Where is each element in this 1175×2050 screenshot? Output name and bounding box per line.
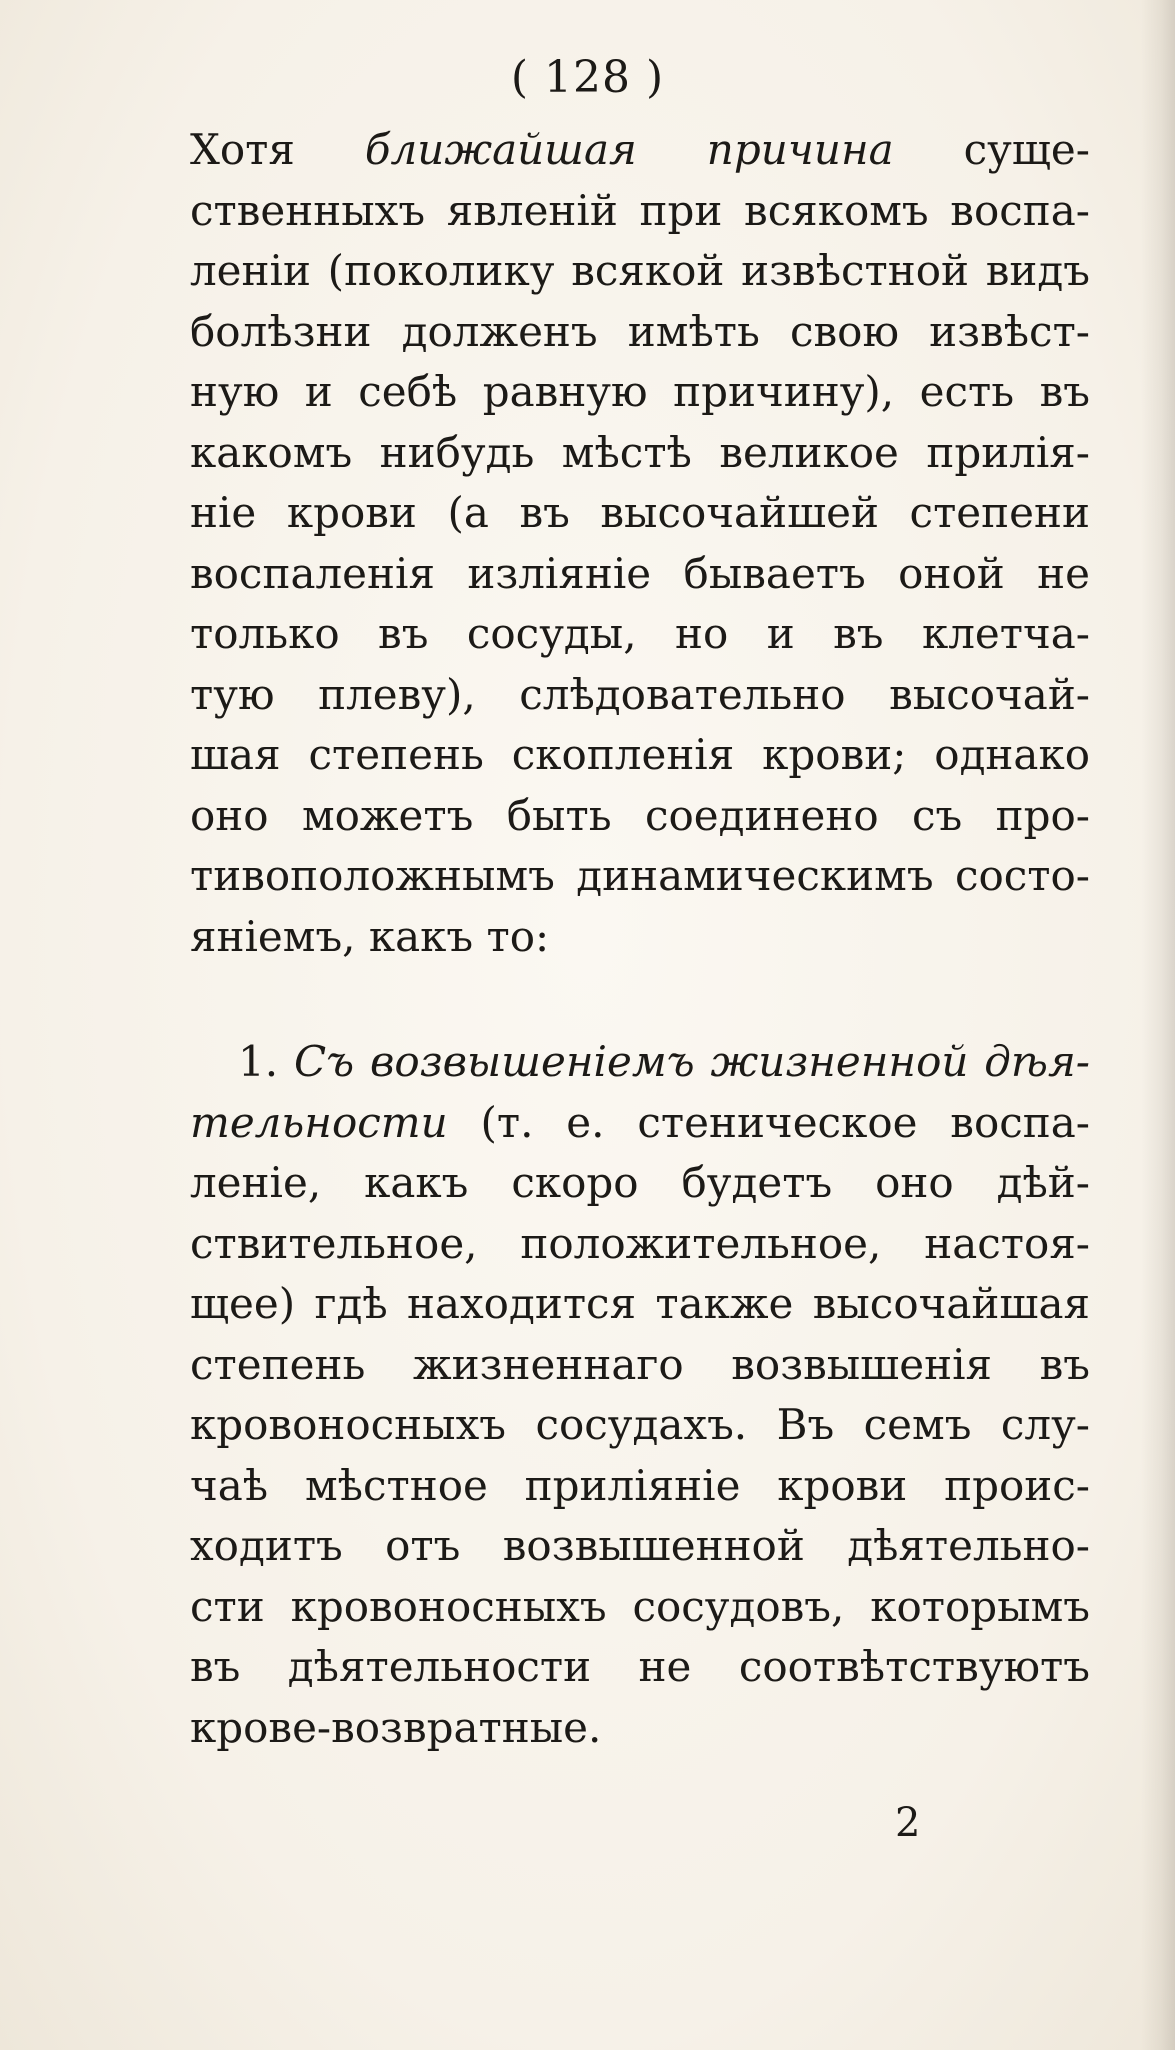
text-line: ходитъ отъ возвышенной дѣятельно-: [190, 1521, 1090, 1570]
text-line: тую плеву), слѣдовательно высочай-: [190, 669, 1090, 719]
text-line: оно можетъ быть соединено съ про-: [190, 790, 1090, 840]
text-line: Хотя ближайшая причина суще-: [190, 125, 1090, 174]
text-line: только въ сосуды, но и въ клетча-: [190, 609, 1090, 658]
text-line: шая степень скопленія крови; однако: [190, 730, 1090, 779]
text-line: кровоносныхъ сосудахъ. Въ семъ слу-: [190, 1400, 1090, 1449]
text-line: какомъ нибудь мѣстѣ великое прилія-: [190, 427, 1090, 477]
text-line: ствительное, положительное, настоя-: [190, 1218, 1090, 1268]
text-line: болѣзни долженъ имѣть свою извѣст-: [190, 306, 1090, 356]
text-line: крове-возвратные.: [190, 1702, 602, 1752]
signature-mark: 2: [895, 1800, 921, 1846]
text-line: леніи (поколику всякой извѣстной видъ: [190, 246, 1090, 295]
page-number: ( 128 ): [510, 52, 665, 103]
text-line: 1. Съ возвышеніемъ жизненной дѣя-: [238, 1037, 1090, 1086]
paragraph-2: [190, 1032, 1090, 1758]
text-line: ственныхъ явленій при всякомъ воспа-: [190, 185, 1090, 235]
text-line: ную и себѣ равную причину), есть въ: [190, 367, 1090, 416]
text-line: степень жизненнаго возвышенія въ: [190, 1339, 1090, 1389]
text-line: сти кровоносныхъ сосудовъ, которымъ: [190, 1581, 1090, 1631]
text-line: тельности (т. е. стеническое воспа-: [190, 1097, 1090, 1147]
text-line: леніе, какъ скоро будетъ оно дѣй-: [190, 1158, 1090, 1207]
text-line: въ дѣятельности не соотвѣтствуютъ: [190, 1642, 1090, 1691]
text-line: воспаленія изліяніе бываетъ оной не: [190, 548, 1090, 598]
text-line: чаѣ мѣстное приліяніе крови проис-: [190, 1460, 1090, 1510]
text-line: щее) гдѣ находится также высочайшая: [190, 1279, 1090, 1328]
paragraph-1: [190, 120, 1090, 967]
page-edge-shadow: [1141, 0, 1175, 2050]
text-line: ніе крови (а въ высочайшей степени: [190, 488, 1090, 537]
text-line: яніемъ, какъ то:: [190, 911, 550, 961]
text-line: тивоположнымъ динамическимъ состо-: [190, 851, 1090, 900]
